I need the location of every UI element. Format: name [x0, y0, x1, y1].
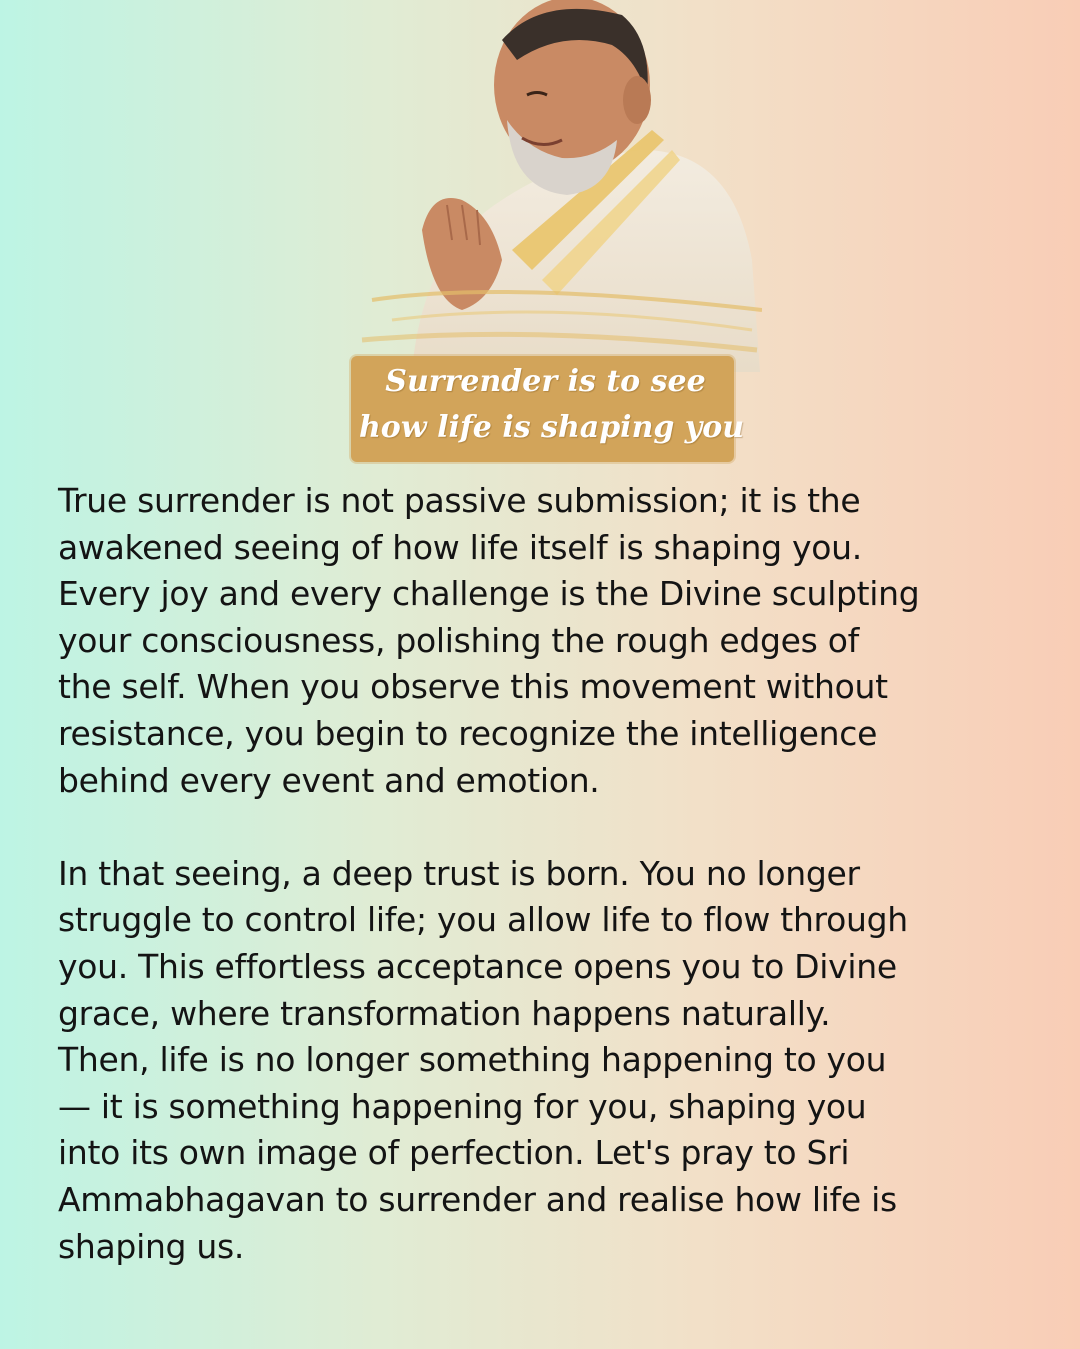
portrait-image — [352, 0, 762, 372]
text-line: the self. When you observe this movement without — [58, 667, 888, 707]
text-line: — it is something happening for you, shaping you — [58, 1086, 867, 1126]
text-line: awakened seeing of how life itself is shaping you. — [58, 527, 862, 567]
text-line: resistance, you begin to recognize the intelligence — [58, 713, 878, 753]
text-line: you. This effortless acceptance opens you to Divine — [58, 946, 897, 986]
text-line: In that seeing, a deep trust is born. You no longer — [58, 853, 860, 893]
text-line: True surrender is not passive submission; it is the — [58, 481, 861, 520]
text-line: Ammabhagavan to surrender and realise how life is — [58, 1179, 897, 1219]
paragraph-2 — [58, 851, 1033, 1270]
text-line: your consciousness, polishing the rough edges of — [58, 620, 859, 660]
text-line: grace, where transformation happens naturally. — [58, 993, 831, 1033]
body-text — [58, 478, 1033, 1270]
caption-banner — [351, 356, 745, 462]
caption-line-1: Surrender is to see — [385, 364, 706, 399]
text-line: struggle to control life; you allow life to flow through — [58, 900, 908, 940]
text-line: into its own image of perfection. Let's pray to Sri — [58, 1133, 850, 1173]
caption-line-2: how life is shaping you — [359, 410, 745, 445]
text-line: Then, life is no longer something happening to you — [58, 1040, 887, 1080]
paragraph-1 — [58, 478, 1033, 804]
text-line: behind every event and emotion. — [58, 760, 600, 800]
text-line: Every joy and every challenge is the Divine sculpting — [58, 574, 920, 614]
text-line: shaping us. — [58, 1226, 245, 1266]
